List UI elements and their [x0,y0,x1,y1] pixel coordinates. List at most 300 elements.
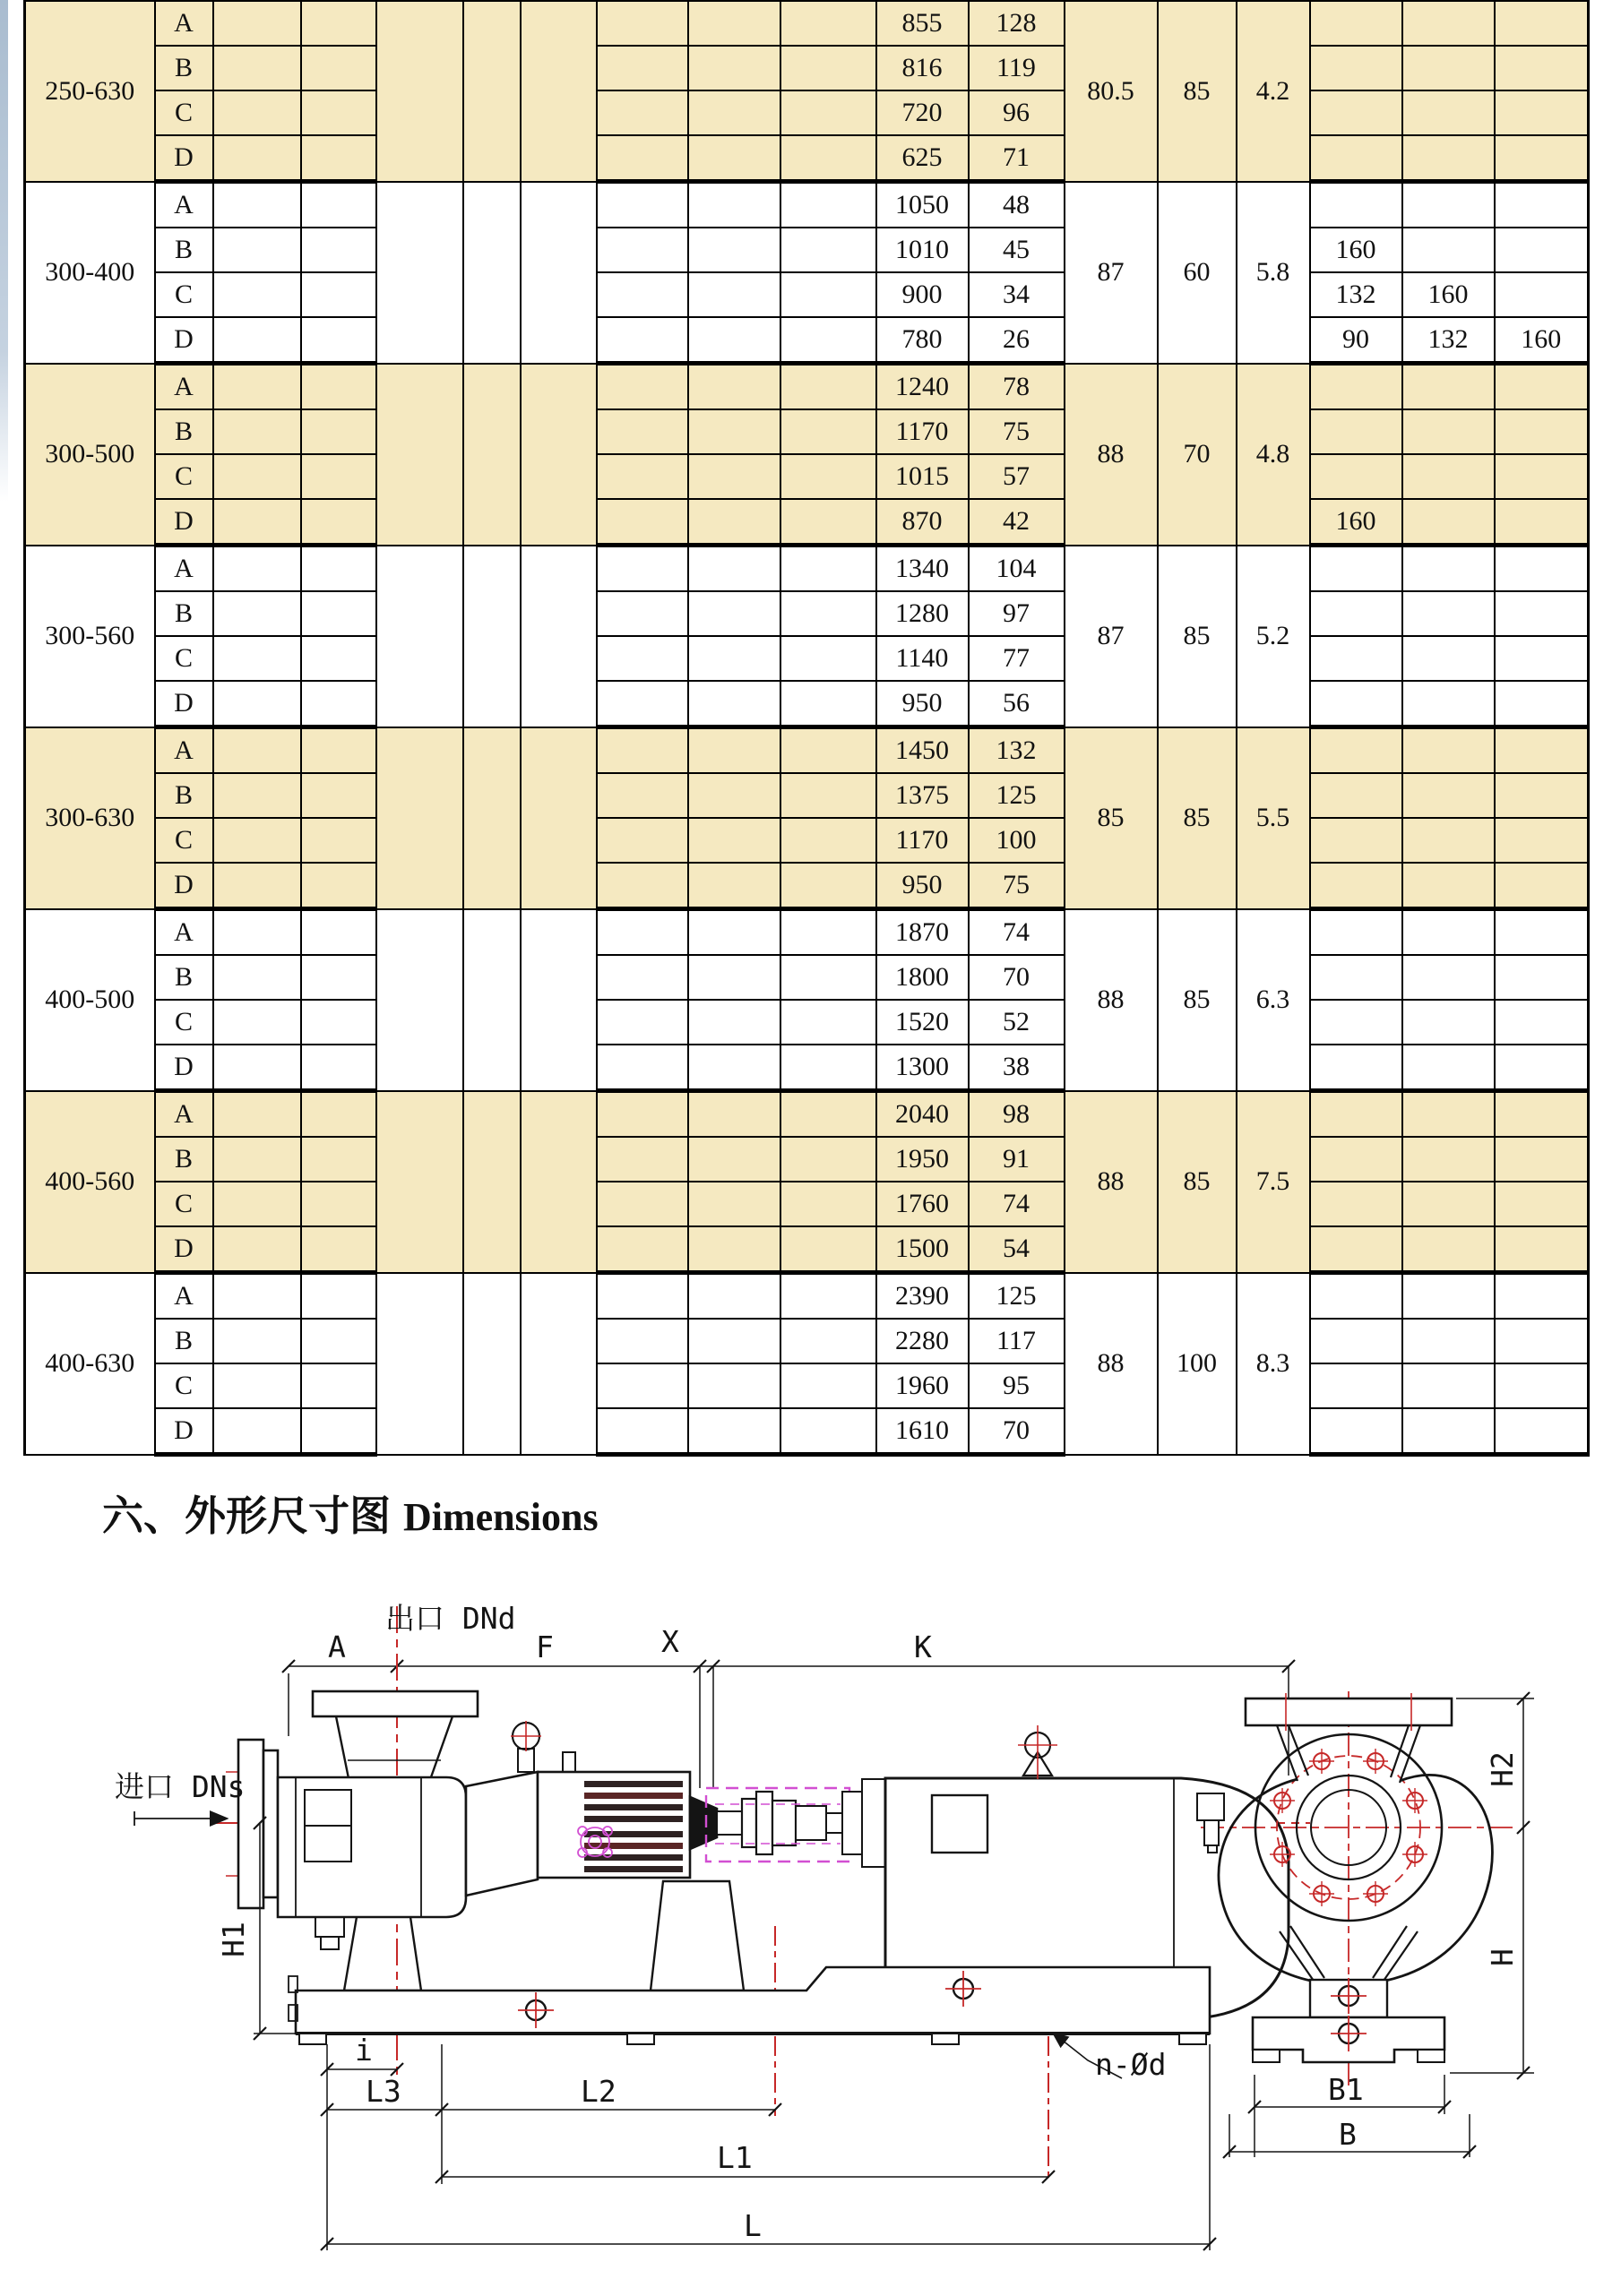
empty-cell [301,409,376,454]
empty-cell [780,863,876,909]
empty-cell [301,591,376,636]
empty-cell [780,591,876,636]
model-cell: 300-400 [25,182,155,364]
scan-edge-artifact [0,0,8,502]
value1-cell: 1050 [876,182,969,228]
empty-merged-cell [463,546,521,727]
power-cell [1310,90,1402,135]
power-cell [1495,46,1589,90]
power-cell [1495,1091,1589,1138]
empty-cell [301,1045,376,1091]
value1-cell: 1010 [876,228,969,272]
power-cell [1495,1363,1589,1408]
empty-cell [688,317,780,364]
empty-cell [780,546,876,592]
empty-cell [688,90,780,135]
empty-cell [780,454,876,499]
empty-cell [780,1363,876,1408]
power-cell [1402,1091,1495,1138]
power-cell: 160 [1402,272,1495,317]
power-cell [1495,773,1589,818]
value2-cell: 128 [969,1,1065,46]
power-cell [1402,1273,1495,1320]
power-cell [1495,863,1589,909]
inlet-leader [134,1811,226,1826]
trim-letter-cell: D [155,499,213,546]
empty-cell [213,955,301,1000]
empty-cell [688,818,780,863]
power-cell [1310,1000,1402,1045]
empty-cell [213,454,301,499]
spec-row [25,228,1589,272]
value1-cell: 870 [876,499,969,546]
baseplate [289,1967,1210,2044]
value2-cell: 75 [969,409,1065,454]
empty-cell [688,1000,780,1045]
empty-cell [688,1,780,46]
value1-cell: 816 [876,46,969,90]
value1-cell: 1375 [876,773,969,818]
empty-cell [688,1273,780,1320]
empty-cell [688,499,780,546]
empty-cell [780,1000,876,1045]
spec-row [25,317,1589,364]
empty-cell [780,727,876,774]
value2-cell: 26 [969,317,1065,364]
power-cell [1495,1408,1589,1455]
empty-cell [688,636,780,681]
empty-cell [213,1226,301,1273]
trim-letter-cell: A [155,364,213,410]
power-cell [1495,454,1589,499]
power-cell [1495,1319,1589,1363]
section-heading-zh: 六、外形尺寸图 [102,1492,391,1539]
power-cell [1495,681,1589,727]
empty-cell [688,1091,780,1138]
empty-merged-cell [521,727,597,909]
trim-letter-cell: A [155,1,213,46]
merged-value1-cell: 88 [1065,364,1158,546]
value2-cell: 98 [969,1091,1065,1138]
trim-letter-cell: A [155,546,213,592]
value1-cell: 2280 [876,1319,969,1363]
trim-letter-cell: A [155,727,213,774]
value2-cell: 74 [969,909,1065,956]
value1-cell: 1760 [876,1182,969,1226]
merged-value2-cell: 60 [1158,182,1237,364]
value1-cell: 1340 [876,546,969,592]
trim-letter-cell: D [155,317,213,364]
empty-cell [780,1273,876,1320]
dim-label-l2: L2 [581,2074,616,2109]
merged-value3-cell: 5.5 [1237,727,1310,909]
value2-cell: 71 [969,135,1065,182]
pump-dimension-svg [0,1557,1621,2292]
empty-merged-cell [376,1,463,182]
spec-row [25,773,1589,818]
value2-cell: 132 [969,727,1065,774]
value2-cell: 48 [969,182,1065,228]
empty-cell [301,272,376,317]
empty-cell [301,1273,376,1320]
empty-cell [301,182,376,228]
dim-label-a: A [328,1630,346,1664]
value1-cell: 1950 [876,1137,969,1182]
spec-row [25,636,1589,681]
empty-cell [780,1408,876,1455]
model-cell: 250-630 [25,1,155,182]
end-view-top-flange [1246,1698,1452,1725]
value2-cell: 54 [969,1226,1065,1273]
power-cell [1310,591,1402,636]
merged-value1-cell: 87 [1065,182,1158,364]
merged-value2-cell: 85 [1158,1,1237,182]
value2-cell: 91 [969,1137,1065,1182]
power-cell [1402,546,1495,592]
empty-cell [597,1226,688,1273]
power-cell [1495,546,1589,592]
spec-row [25,135,1589,182]
empty-cell [597,681,688,727]
value2-cell: 74 [969,1182,1065,1226]
empty-cell [213,1137,301,1182]
power-cell: 132 [1310,272,1402,317]
empty-cell [213,1091,301,1138]
empty-cell [780,228,876,272]
merged-value2-cell: 85 [1158,727,1237,909]
empty-merged-cell [521,1091,597,1273]
empty-cell [213,317,301,364]
value2-cell: 119 [969,46,1065,90]
value2-cell: 57 [969,454,1065,499]
dim-label-i: i [355,2033,373,2068]
empty-cell [597,499,688,546]
empty-cell [688,228,780,272]
power-cell [1402,135,1495,182]
value1-cell: 855 [876,1,969,46]
empty-cell [688,364,780,410]
value1-cell: 1800 [876,955,969,1000]
power-cell [1495,409,1589,454]
spec-row [25,1226,1589,1273]
value1-cell: 1450 [876,727,969,774]
power-cell [1310,681,1402,727]
dim-label-h2: H2 [1485,1751,1520,1787]
empty-cell [688,773,780,818]
value2-cell: 125 [969,773,1065,818]
power-cell [1495,1,1589,46]
value2-cell: 97 [969,591,1065,636]
power-cell [1402,1363,1495,1408]
empty-cell [597,1091,688,1138]
empty-cell [780,1226,876,1273]
spec-row [25,454,1589,499]
value1-cell: 950 [876,863,969,909]
dim-label-x: X [661,1624,679,1659]
empty-cell [301,955,376,1000]
empty-cell [780,1,876,46]
empty-cell [597,1273,688,1320]
empty-merged-cell [376,1273,463,1455]
empty-cell [780,1045,876,1091]
trim-letter-cell: C [155,636,213,681]
trim-letter-cell: B [155,773,213,818]
empty-cell [688,727,780,774]
merged-value2-cell: 85 [1158,546,1237,727]
power-cell [1402,591,1495,636]
power-cell [1310,454,1402,499]
empty-cell [301,46,376,90]
empty-cell [597,1137,688,1182]
model-cell: 400-560 [25,1091,155,1273]
merged-value3-cell: 6.3 [1237,909,1310,1091]
power-cell [1402,636,1495,681]
empty-cell [688,1137,780,1182]
empty-cell [597,182,688,228]
empty-cell [780,1182,876,1226]
power-cell [1402,499,1495,546]
value2-cell: 38 [969,1045,1065,1091]
power-cell: 90 [1310,317,1402,364]
power-cell [1310,1,1402,46]
model-cell: 300-500 [25,364,155,546]
empty-cell [301,546,376,592]
empty-cell [301,135,376,182]
trim-letter-cell: C [155,1182,213,1226]
trim-letter-cell: D [155,135,213,182]
power-cell [1402,727,1495,774]
empty-merged-cell [376,364,463,546]
power-cell [1310,909,1402,956]
empty-cell [597,1319,688,1363]
value2-cell: 45 [969,228,1065,272]
power-cell [1310,636,1402,681]
power-cell [1402,1137,1495,1182]
empty-cell [301,636,376,681]
empty-cell [597,863,688,909]
trim-letter-cell: D [155,863,213,909]
value2-cell: 125 [969,1273,1065,1320]
spec-row [25,409,1589,454]
value1-cell: 1500 [876,1226,969,1273]
value2-cell: 117 [969,1319,1065,1363]
dim-label-b1: B1 [1328,2072,1364,2107]
empty-cell [597,317,688,364]
power-cell [1310,409,1402,454]
spec-row [25,727,1589,774]
empty-cell [780,90,876,135]
empty-cell [301,1137,376,1182]
empty-cell [688,46,780,90]
empty-cell [688,1045,780,1091]
trim-letter-cell: A [155,182,213,228]
empty-cell [688,1226,780,1273]
power-cell: 160 [1495,317,1589,364]
empty-merged-cell [376,182,463,364]
value2-cell: 104 [969,546,1065,592]
empty-cell [780,46,876,90]
value1-cell: 1300 [876,1045,969,1091]
empty-cell [688,1408,780,1455]
spec-row [25,955,1589,1000]
empty-cell [301,681,376,727]
power-cell [1310,955,1402,1000]
empty-cell [597,1182,688,1226]
empty-cell [301,1408,376,1455]
empty-cell [597,818,688,863]
empty-cell [688,681,780,727]
power-cell [1495,1226,1589,1273]
power-cell [1402,454,1495,499]
trim-letter-cell: A [155,909,213,956]
empty-cell [301,1363,376,1408]
power-cell [1402,773,1495,818]
empty-cell [301,228,376,272]
power-cell [1402,1182,1495,1226]
empty-cell [301,454,376,499]
model-cell: 300-560 [25,546,155,727]
empty-cell [780,182,876,228]
value1-cell: 2390 [876,1273,969,1320]
empty-cell [597,727,688,774]
trim-letter-cell: D [155,1226,213,1273]
value1-cell: 1960 [876,1363,969,1408]
power-cell [1495,1273,1589,1320]
value2-cell: 56 [969,681,1065,727]
power-cell [1495,499,1589,546]
model-cell: 400-500 [25,909,155,1091]
value1-cell: 1140 [876,636,969,681]
power-cell: 160 [1310,499,1402,546]
empty-cell [688,272,780,317]
spec-row [25,272,1589,317]
empty-cell [597,228,688,272]
empty-cell [780,1319,876,1363]
empty-cell [597,409,688,454]
power-cell [1310,1045,1402,1091]
merged-value1-cell: 85 [1065,727,1158,909]
empty-merged-cell [376,727,463,909]
empty-cell [780,1091,876,1138]
power-cell [1310,546,1402,592]
section-heading [102,1483,599,1543]
empty-cell [597,636,688,681]
empty-cell [213,818,301,863]
power-cell [1402,1,1495,46]
empty-cell [213,1273,301,1320]
bolt-note-label: n-Ød [1095,2047,1167,2082]
merged-value2-cell: 85 [1158,909,1237,1091]
trim-letter-cell: B [155,591,213,636]
empty-cell [780,636,876,681]
power-cell [1310,1319,1402,1363]
bottom-dimensions [321,2044,1216,2250]
empty-cell [301,1,376,46]
trim-letter-cell: B [155,1319,213,1363]
spec-row [25,591,1589,636]
dim-label-l1: L1 [717,2140,753,2175]
trim-letter-cell: B [155,46,213,90]
empty-cell [688,135,780,182]
power-cell [1310,727,1402,774]
spec-row [25,1045,1589,1091]
power-cell [1310,135,1402,182]
empty-cell [213,909,301,956]
power-cell: 160 [1310,228,1402,272]
power-cell [1495,182,1589,228]
empty-cell [597,364,688,410]
empty-cell [301,499,376,546]
power-cell [1310,182,1402,228]
empty-cell [301,909,376,956]
empty-cell [688,1319,780,1363]
power-cell [1402,1045,1495,1091]
empty-cell [213,727,301,774]
empty-merged-cell [376,1091,463,1273]
empty-cell [780,1137,876,1182]
empty-cell [597,454,688,499]
power-cell [1402,182,1495,228]
trim-letter-cell: C [155,1000,213,1045]
model-cell: 400-630 [25,1273,155,1455]
empty-cell [597,1408,688,1455]
empty-cell [597,90,688,135]
power-cell [1495,228,1589,272]
spec-row [25,90,1589,135]
empty-cell [597,546,688,592]
value2-cell: 52 [969,1000,1065,1045]
spec-row [25,1363,1589,1408]
power-cell [1402,1319,1495,1363]
merged-value1-cell: 88 [1065,1091,1158,1273]
empty-merged-cell [463,727,521,909]
empty-cell [301,1226,376,1273]
empty-merged-cell [521,546,597,727]
value1-cell: 1015 [876,454,969,499]
empty-cell [213,1182,301,1226]
empty-cell [301,90,376,135]
power-cell [1495,727,1589,774]
value1-cell: 1240 [876,364,969,410]
empty-cell [213,499,301,546]
dim-label-k: K [914,1630,932,1664]
trim-letter-cell: B [155,228,213,272]
empty-cell [597,591,688,636]
empty-cell [780,135,876,182]
trim-letter-cell: A [155,1273,213,1320]
power-cell [1402,364,1495,410]
volute-casing [278,1777,466,1991]
empty-cell [213,272,301,317]
power-cell [1495,591,1589,636]
merged-value2-cell: 70 [1158,364,1237,546]
trim-letter-cell: C [155,90,213,135]
power-cell [1310,1408,1402,1455]
spec-row [25,1137,1589,1182]
empty-cell [213,591,301,636]
merged-value3-cell: 4.2 [1237,1,1310,182]
empty-cell [780,272,876,317]
empty-cell [597,955,688,1000]
empty-cell [213,773,301,818]
power-cell [1402,90,1495,135]
value2-cell: 77 [969,636,1065,681]
trim-letter-cell: D [155,1408,213,1455]
empty-cell [301,1182,376,1226]
empty-cell [597,1045,688,1091]
trim-letter-cell: D [155,1045,213,1091]
trim-letter-cell: B [155,1137,213,1182]
